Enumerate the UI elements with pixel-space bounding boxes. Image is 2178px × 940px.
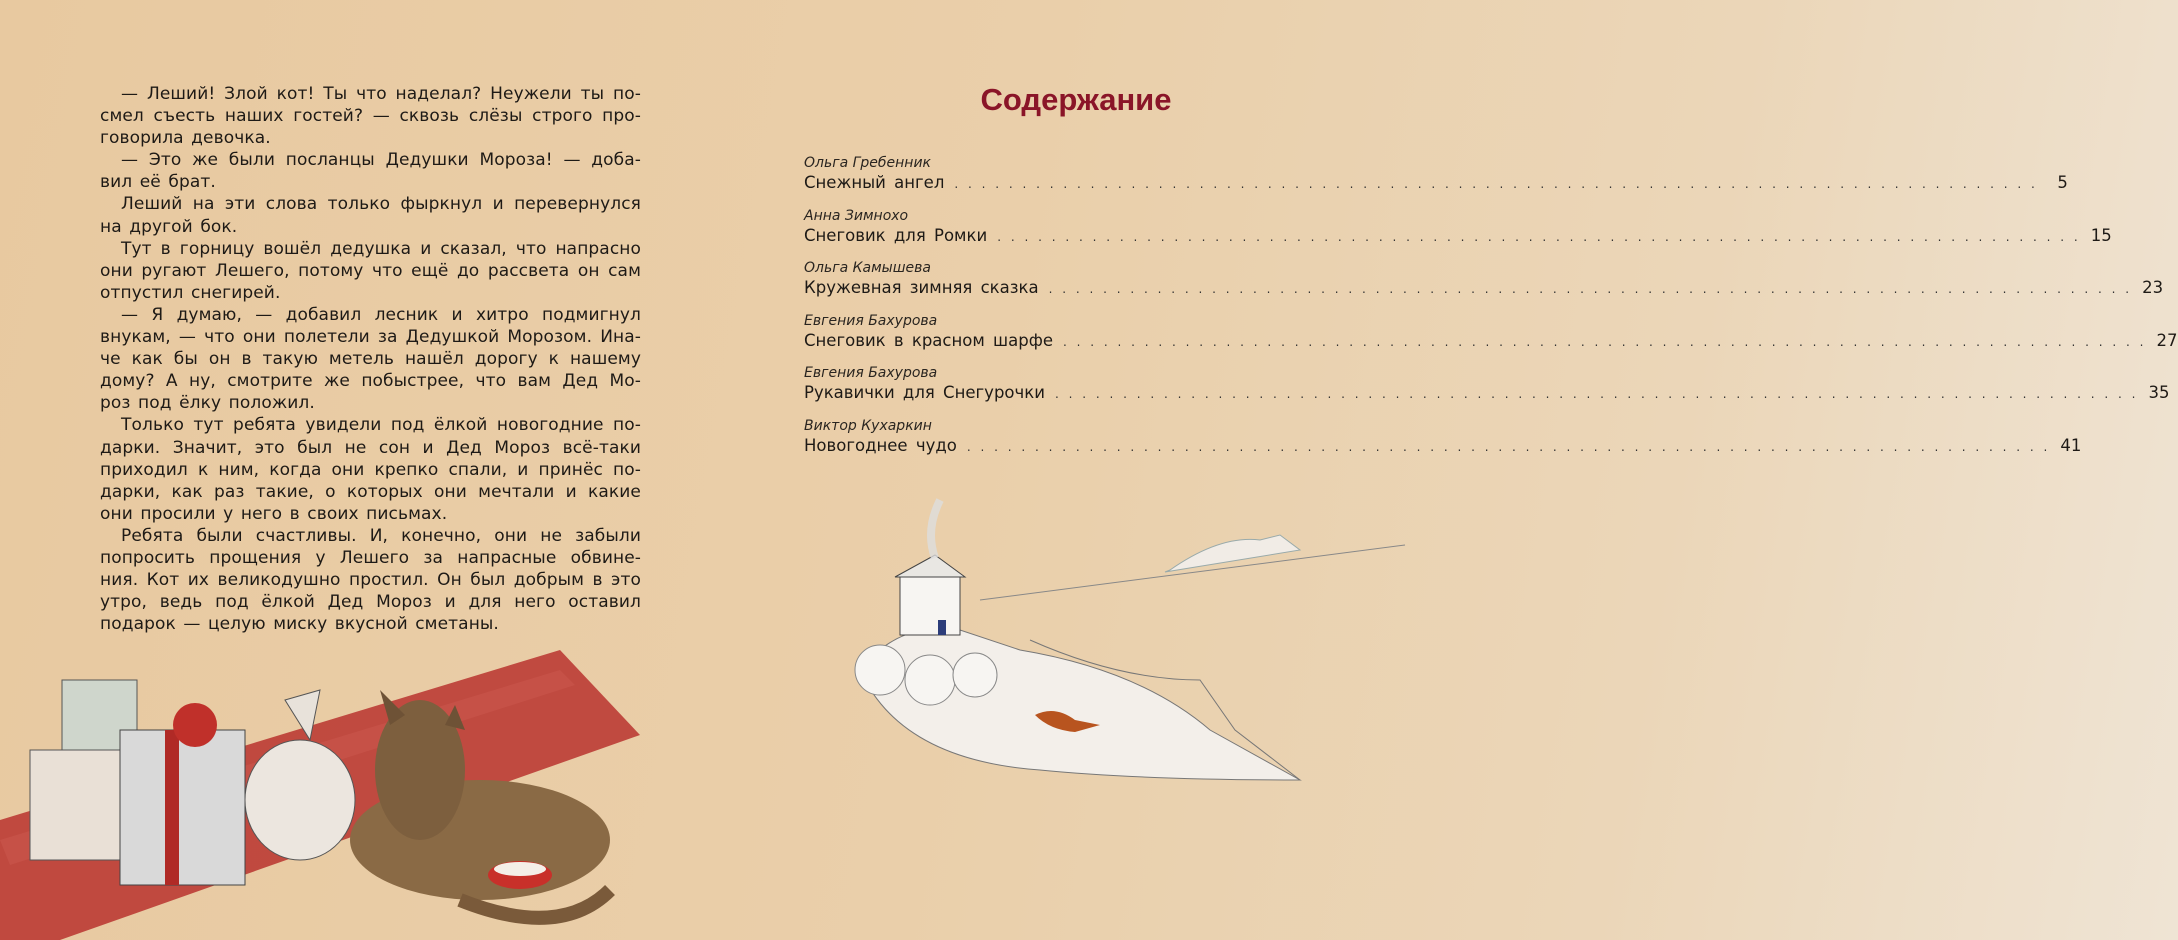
story-line: Только тут ребята увидели под ёлкой новогодние по- xyxy=(121,415,641,436)
story-line: дарки, как раз такие, о которых они мечтали и какие xyxy=(100,481,641,502)
toc-page-number: 41 xyxy=(2060,436,2082,455)
toc-entry[interactable] xyxy=(804,260,2164,310)
toc-leader-dots: . . . . . . . . . . . . . . . . . . . . . . . . . . . . . . . . . . . . . . . . . . . . . . . . . . . . . . . . . . . . . . . . . . . . . . . . . . . . . . . . xyxy=(997,229,2081,244)
story-line: дарки. Значит, это был не сон и Дед Мороз всё-таки xyxy=(100,437,641,458)
toc-leader-dots: . . . . . . . . . . . . . . . . . . . . . . . . . . . . . . . . . . . . . . . . . . . . . . . . . . . . . . . . . . . . . . . . . . . . . . . . . . . . . . . . xyxy=(1054,387,2139,402)
toc-page-number: 35 xyxy=(2148,383,2170,403)
story-line: внукам, — что они полетели за Дедушкой Морозом. Ина- xyxy=(100,327,641,348)
toc-story-title: Новогоднее чудо xyxy=(804,436,957,455)
story-line: попросить прощения у Лешего за напрасные обвине- xyxy=(100,547,641,568)
story-line: ния. Кот их великодушно простил. Он был добрым в это xyxy=(100,570,641,591)
toc-story-title: Снежный ангел xyxy=(804,173,945,192)
toc-page-number: 23 xyxy=(2142,278,2164,298)
toc-leader-dots: . . . . . . . . . . . . . . . . . . . . . . . . . . . . . . . . . . . . . . . . . . . . . . . . . . . . . . . . . . . . . . . . . . . . . . . . . . . . . . . . xyxy=(1048,282,2133,297)
toc-author: Виктор Кухаркин xyxy=(804,418,932,434)
toc-entry[interactable] xyxy=(804,312,2178,363)
story-line: — Это же были посланцы Дедушки Мороза! — доба- xyxy=(121,150,641,171)
story-text xyxy=(100,83,641,635)
story-line: смел съесть наших гостей? — сквозь слёзы строго про- xyxy=(100,106,641,127)
toc-entry[interactable] xyxy=(804,365,2170,415)
story-line: — Леший! Злой кот! Ты что наделал? Неужели ты по- xyxy=(121,84,641,104)
toc-entry[interactable] xyxy=(804,207,2112,258)
story-line: приходил к ним, когда они крепко спали, и принёс по- xyxy=(100,459,641,480)
winter-house-illustration xyxy=(840,480,1420,800)
toc-entry[interactable] xyxy=(804,418,2082,468)
toc-story-title: Рукавички для Снегурочки xyxy=(804,383,1045,403)
toc-story-title: Снеговик в красном шарфе xyxy=(804,330,1053,350)
story-line: на другой бок. xyxy=(100,216,238,237)
story-line: Ребята были счастливы. И, конечно, они не забыли xyxy=(121,525,641,546)
toc-leader-dots: . . . . . . . . . . . . . . . . . . . . . . . . . . . . . . . . . . . . . . . . . . . . . . . . . . . . . . . . . . . . . . . . . . . . . . . . . . . . . . . . xyxy=(954,177,2038,191)
toc-entry[interactable] xyxy=(804,155,2068,205)
story-line: роз под ёлку положил. xyxy=(100,393,315,414)
story-line: они просили у него в своих письмах. xyxy=(100,503,448,524)
story-line: че как бы он в такую метель нашёл дорогу к нашему xyxy=(100,349,641,370)
story-line: — Я думаю, — добавил лесник и хитро подмигнул xyxy=(121,304,641,325)
story-line: подарок — целую миску вкусной сметаны. xyxy=(100,614,499,635)
toc-story-title: Кружевная зимняя сказка xyxy=(804,278,1039,298)
toc-page-number: 5 xyxy=(2057,173,2068,192)
toc-title: Содержание xyxy=(980,82,1172,117)
toc-leader-dots: . . . . . . . . . . . . . . . . . . . . . . . . . . . . . . . . . . . . . . . . . . . . . . . . . . . . . . . . . . . . . . . . . . . . . . . . . . . . . . . . xyxy=(966,440,2051,454)
story-line: Леший на эти слова только фыркнул и перевернулся xyxy=(121,194,641,215)
story-line: Тут в горницу вошёл дедушка и сказал, что напрасно xyxy=(121,238,641,259)
story-line: вил её брат. xyxy=(100,172,216,193)
toc-story-title: Снеговик для Ромки xyxy=(804,225,988,245)
toc-leader-dots: . . . . . . . . . . . . . . . . . . . . . . . . . . . . . . . . . . . . . . . . . . . . . . . . . . . . . . . . . . . . . . . . . . . . . . . . . . . . . . . . xyxy=(1063,334,2147,349)
cat-gifts-illustration xyxy=(0,640,640,940)
toc-author: Ольга Камышева xyxy=(804,260,931,277)
story-line: утро, ведь под ёлкой Дед Мороз и для него оставил xyxy=(100,592,641,613)
story-line: они ругают Лешего, потому что ещё до рассвета он сам xyxy=(100,260,641,281)
toc-page-number: 27 xyxy=(2156,330,2178,350)
toc-author: Евгения Бахурова xyxy=(804,312,938,329)
story-line: говорила девочка. xyxy=(100,128,271,149)
toc-author: Евгения Бахурова xyxy=(804,365,938,382)
toc-author: Анна Зимнохо xyxy=(804,207,909,224)
story-line: отпустил снегирей. xyxy=(100,282,281,303)
story-line: дому? А ну, смотрите же побыстрее, что вам Дед Мо- xyxy=(100,371,641,392)
toc-page-number: 15 xyxy=(2090,225,2112,245)
toc-author: Ольга Гребенник xyxy=(804,155,932,171)
